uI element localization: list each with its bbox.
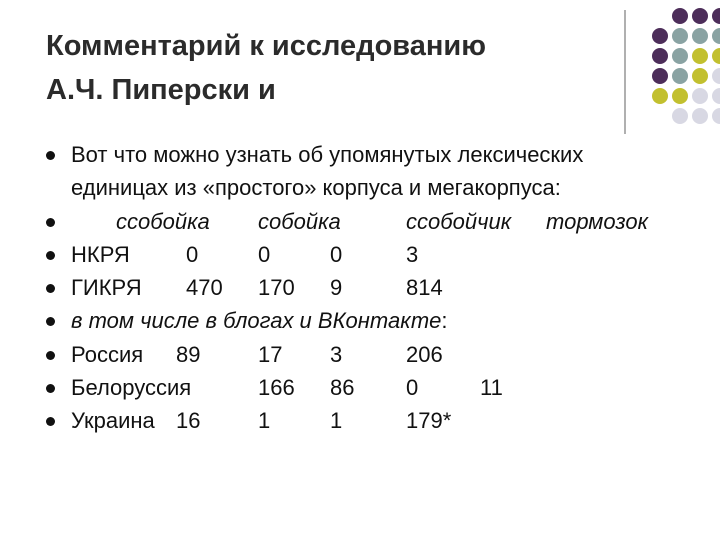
subheading-italic: в том числе в блогах и ВКонтакте — [71, 308, 442, 334]
list-item-gikrya — [46, 271, 706, 304]
header-tormozok: тормозок — [546, 208, 648, 234]
row-value-2: 166 — [258, 375, 295, 401]
slide-title — [46, 24, 606, 112]
bullet-icon — [46, 284, 55, 293]
row-value-1: 89 — [176, 341, 201, 367]
intro-line-1: Вот что можно узнать об упомянутых лексических — [71, 142, 584, 167]
bullet-icon — [46, 417, 55, 426]
decorative-dot — [712, 108, 720, 124]
row-value-2: 17 — [258, 341, 283, 367]
decorative-dot — [672, 8, 688, 24]
decorative-dot — [672, 68, 688, 84]
row-value-1: 470 — [186, 275, 223, 301]
row-value-2: 170 — [258, 275, 295, 301]
decorative-dot — [672, 88, 688, 104]
bullet-icon — [46, 151, 55, 160]
row-value-1: 0 — [186, 241, 199, 267]
decorative-dot — [652, 68, 668, 84]
bullet-icon — [46, 351, 55, 360]
bullet-icon — [46, 218, 55, 227]
list-item-header — [46, 205, 706, 238]
decorative-dot — [692, 8, 708, 24]
decorative-dot — [712, 8, 720, 24]
slide-body — [46, 138, 706, 438]
list-item — [46, 138, 706, 205]
decorative-dot — [712, 68, 720, 84]
row-value-5: 11 — [480, 375, 503, 401]
header-soboyka: собойка — [258, 208, 341, 234]
decorative-dot — [652, 88, 668, 104]
list-item-subheading — [46, 304, 706, 337]
list-item-ukraine — [46, 404, 706, 437]
decorative-dot — [672, 48, 688, 64]
decorative-dot — [692, 68, 708, 84]
decorative-dot — [712, 88, 720, 104]
decorative-dot — [692, 28, 708, 44]
decorative-dot — [652, 48, 668, 64]
subheading-text — [71, 304, 448, 337]
decorative-dot — [672, 108, 688, 124]
list-item-belarus — [46, 371, 706, 404]
decorative-dot — [692, 48, 708, 64]
row-value-3: 0 — [330, 241, 343, 267]
row-value-2: 1 — [258, 408, 271, 434]
decorative-dot — [652, 28, 668, 44]
row-value-4: 0 — [406, 375, 419, 401]
row-label: Украина — [71, 408, 155, 434]
row-value-4: 179* — [406, 408, 452, 434]
row-label: Белоруссия — [71, 375, 192, 401]
title-divider — [624, 10, 626, 134]
decorative-dot — [692, 108, 708, 124]
row-label: ГИКРЯ — [71, 275, 142, 301]
title-line-1: Комментарий к исследованию — [46, 30, 486, 62]
bullet-icon — [46, 384, 55, 393]
row-value-4: 814 — [406, 275, 443, 301]
decorative-dot — [672, 28, 688, 44]
list-item-nkrya — [46, 238, 706, 271]
header-ssoboychik: ссобойчик — [406, 208, 512, 234]
row-label: Россия — [71, 341, 144, 367]
row-value-3: 86 — [330, 375, 355, 401]
decorative-dot — [692, 88, 708, 104]
row-value-4: 206 — [406, 341, 443, 367]
header-ssoboyka: ссобойка — [116, 208, 210, 234]
decorative-dot — [712, 28, 720, 44]
row-value-4: 3 — [406, 241, 419, 267]
subheading-colon: : — [441, 308, 448, 334]
bullet-icon — [46, 317, 55, 326]
title-line-2: А.Ч. Пиперски и — [46, 74, 276, 106]
row-value-3: 1 — [330, 408, 343, 434]
list-item-russia — [46, 338, 706, 371]
row-label: НКРЯ — [71, 241, 130, 267]
decorative-dot — [712, 48, 720, 64]
row-value-1: 16 — [176, 408, 201, 434]
row-value-3: 3 — [330, 341, 343, 367]
intro-text — [71, 138, 691, 205]
bullet-icon — [46, 251, 55, 260]
row-value-3: 9 — [330, 275, 343, 301]
intro-line-2: единицах из «простого» корпуса и мегакорпуса: — [71, 175, 561, 201]
row-value-2: 0 — [258, 241, 271, 267]
